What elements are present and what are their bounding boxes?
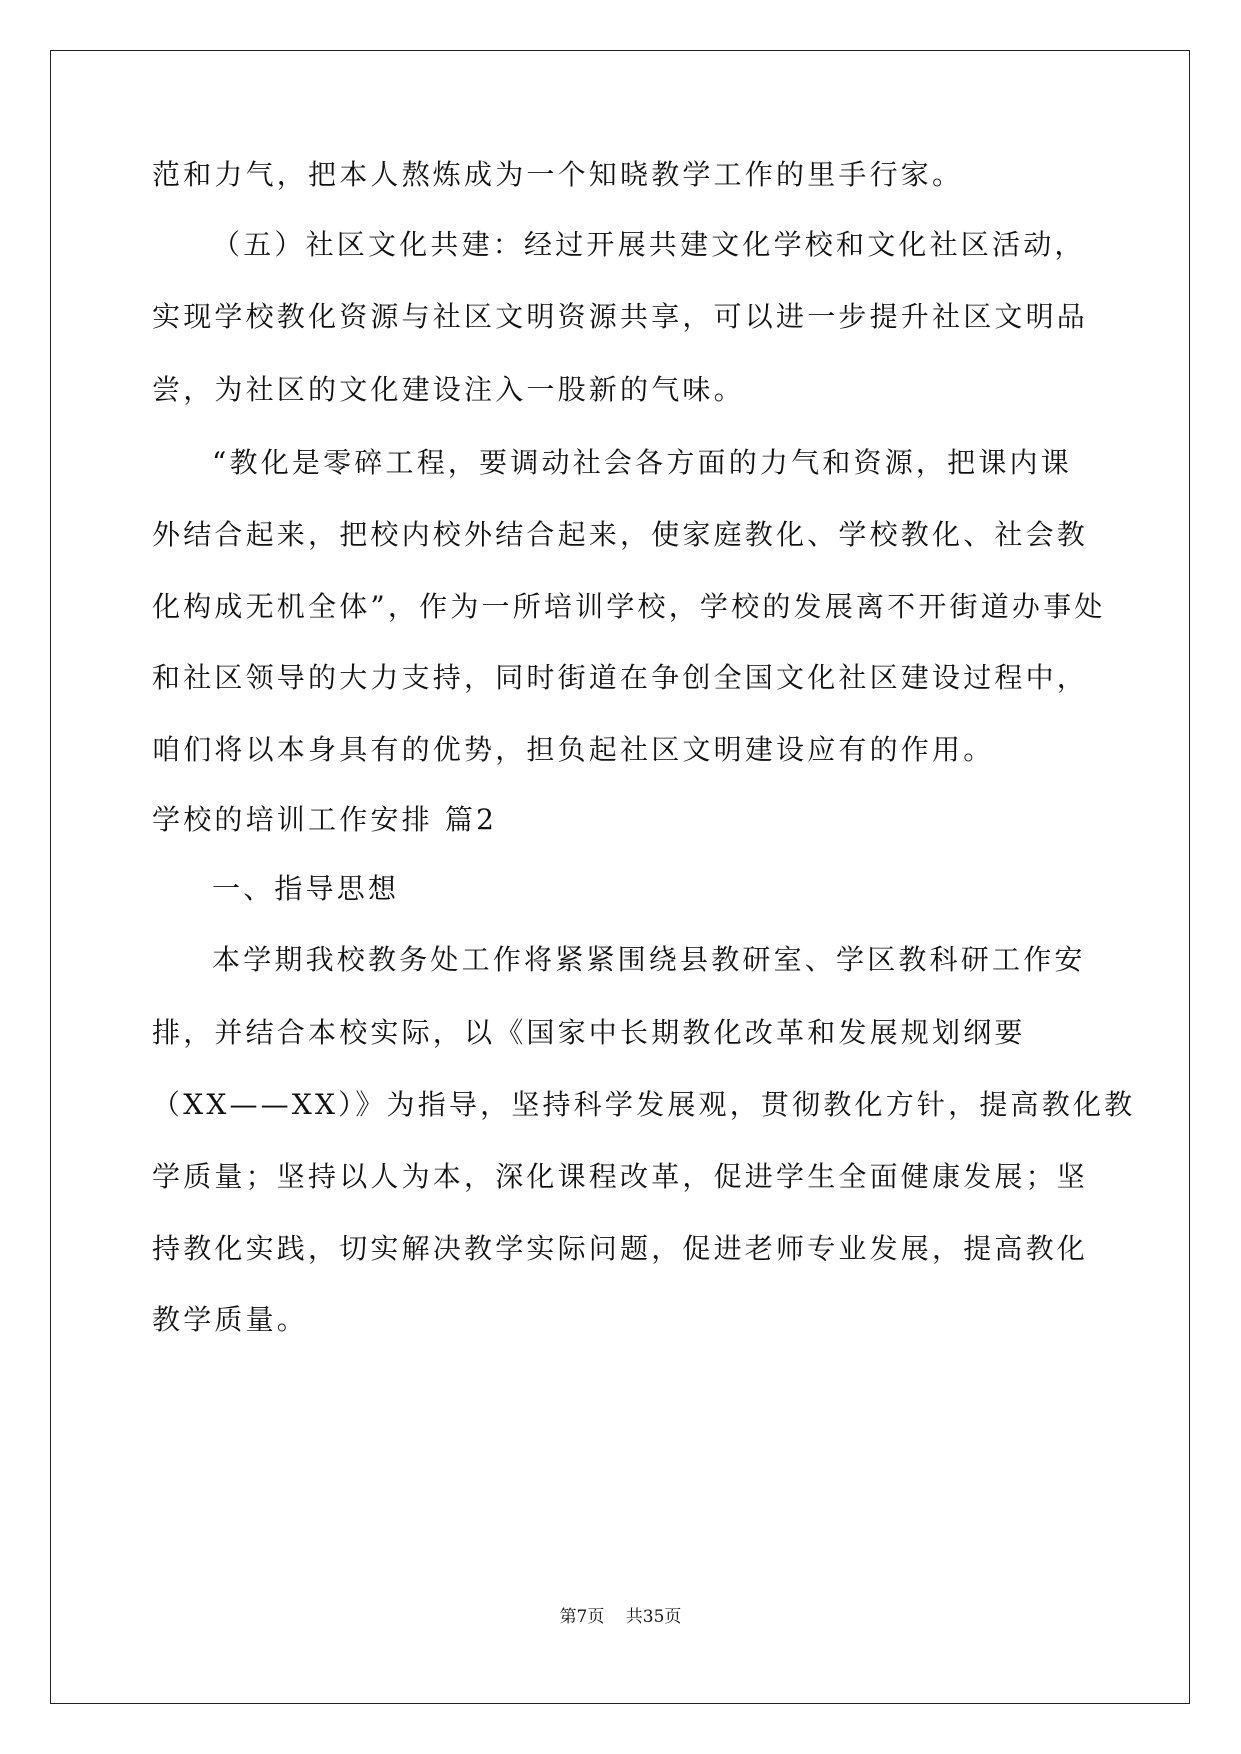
- paragraph-line: “教化是零碎工程，要调动社会各方面的力气和资源，把课内课: [212, 446, 1072, 479]
- paragraph-line: 教学质量。: [152, 1303, 309, 1336]
- section-heading: 学校的培训工作安排 篇2: [152, 803, 498, 836]
- paragraph-line: 尝，为社区的文化建设注入一股新的气味。: [152, 373, 745, 406]
- paragraph-line: 咱们将以本身具有的优势，担负起社区文明建设应有的作用。: [152, 733, 995, 766]
- paragraph-line: 范和力气，把本人熬炼成为一个知晓教学工作的里手行家。: [152, 158, 964, 191]
- page-number: 第7页: [559, 1607, 605, 1627]
- paragraph-line: 学质量；坚持以人为本，深化课程改革，促进学生全面健康发展；坚: [152, 1160, 1089, 1193]
- subheading: 一、指导思想: [212, 872, 400, 905]
- paragraph-line: 持教化实践，切实解决教学实际问题，促进老师专业发展，提高教化: [152, 1232, 1089, 1265]
- paragraph-line: 外结合起来，把校内校外结合起来，使家庭教化、学校教化、社会教: [152, 518, 1089, 551]
- paragraph-line: （五）社区文化共建：经过开展共建文化学校和文化社区活动，: [212, 228, 1086, 261]
- paragraph-line: （XX——XX）》为指导，坚持科学发展观，贯彻教化方针，提高教化教: [152, 1088, 1136, 1121]
- paragraph-line: 化构成无机全体”，作为一所培训学校，学校的发展离不开街道办事处: [152, 590, 1106, 623]
- page-total: 共35页: [625, 1607, 682, 1627]
- paragraph-line: 排，并结合本校实际，以《国家中长期教化改革和发展规划纲要: [152, 1016, 1026, 1049]
- page-footer: [0, 1602, 1241, 1627]
- paragraph-line: 和社区领导的大力支持，同时街道在争创全国文化社区建设过程中，: [152, 661, 1089, 694]
- paragraph-line: 本学期我校教务处工作将紧紧围绕县教研室、学区教科研工作安: [212, 943, 1086, 976]
- paragraph-line: 实现学校教化资源与社区文明资源共享，可以进一步提升社区文明品: [152, 300, 1089, 333]
